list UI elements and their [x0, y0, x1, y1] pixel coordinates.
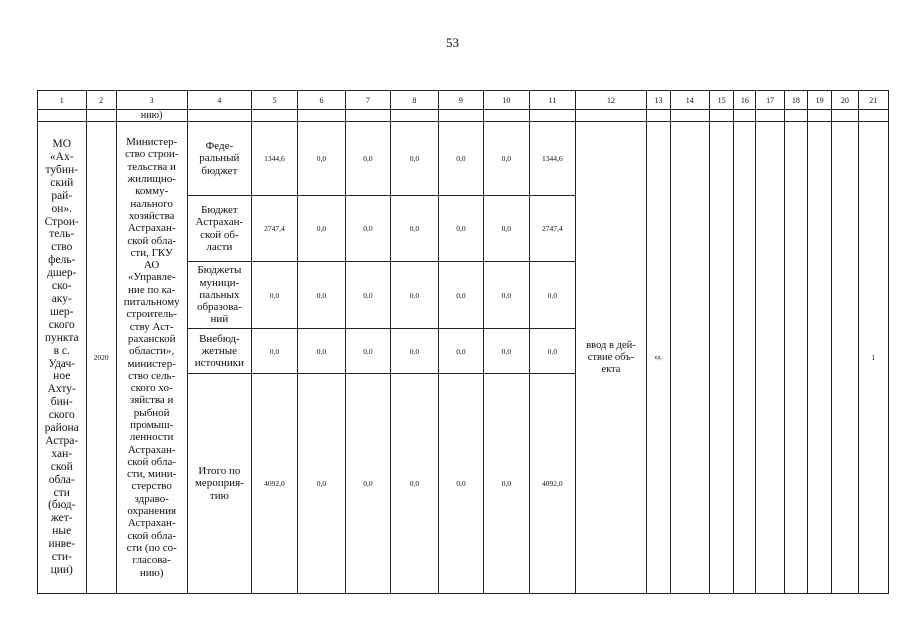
- value-cell: 0,0: [483, 196, 529, 262]
- value-cell: 0,0: [483, 374, 529, 594]
- column-header: 8: [390, 91, 439, 110]
- value-cell: 0,0: [483, 329, 529, 374]
- value-cell: 0,0: [297, 329, 346, 374]
- value-cell: 0,0: [252, 329, 297, 374]
- page-number: 53: [446, 35, 459, 50]
- column-header: 10: [483, 91, 529, 110]
- column-header: 3: [116, 91, 187, 110]
- funding-source: Внебюд- жетные источники: [187, 329, 252, 374]
- project-year: 2020: [86, 122, 116, 594]
- funding-source: Феде- ральный бюджет: [187, 122, 252, 196]
- value-cell: 2747,4: [252, 196, 297, 262]
- value-cell: 0,0: [297, 262, 346, 329]
- column-header: 5: [252, 91, 297, 110]
- column-header: 7: [346, 91, 390, 110]
- column-header: 9: [439, 91, 483, 110]
- value-cell: 0,0: [390, 329, 439, 374]
- column-header: 15: [709, 91, 733, 110]
- value-cell: 0,0: [390, 196, 439, 262]
- value-cell: 0,0: [390, 122, 439, 196]
- header-row: [38, 91, 889, 110]
- value-cell: 4092,0: [530, 374, 575, 594]
- column-header: 4: [187, 91, 252, 110]
- value-cell: 0,0: [439, 122, 483, 196]
- value-cell: 0,0: [346, 196, 390, 262]
- funding-source: Итого по мероприя- тию: [187, 374, 252, 594]
- column-header: 21: [858, 91, 889, 110]
- column-header: 14: [670, 91, 709, 110]
- value-cell: 0,0: [530, 329, 575, 374]
- value-cell: 0,0: [346, 374, 390, 594]
- result-indicator: ввод в дей- ствие объ- екта: [575, 122, 647, 594]
- value-cell: 0,0: [439, 329, 483, 374]
- column-header: 17: [756, 91, 784, 110]
- value-cell: 0,0: [439, 262, 483, 329]
- column-header: 11: [530, 91, 575, 110]
- funding-source: Бюджеты муници- пальных образова- ний: [187, 262, 252, 329]
- value-cell: 0,0: [252, 262, 297, 329]
- project-executor: Министер- ство строи- тельства и жилищно- комму- нального хозяйства Астрахан- ской обла- сти, ГКУ АО «Управле- ние по ка- питальному строитель- ству Аст- раханской области», министер- ство сель- ского хо- зяйства и рыбной промыш- ленности Астрахан- ской обла- сти, мини- стерство здраво- охранения Астрахан- ской обла- сти (по со- гласова- нию): [116, 122, 187, 594]
- continuation-text: нию): [116, 110, 187, 122]
- column-header: 12: [575, 91, 647, 110]
- value-cell: 0,0: [297, 122, 346, 196]
- value-cell: 0,0: [483, 122, 529, 196]
- value-cell: 4092,0: [252, 374, 297, 594]
- value-cell: 0,0: [439, 374, 483, 594]
- column-header: 16: [734, 91, 756, 110]
- unit-of-measure: ед.: [647, 122, 670, 594]
- column-header: 6: [297, 91, 346, 110]
- funding-source: Бюджет Астрахан- ской об- ласти: [187, 196, 252, 262]
- value-cell: 0,0: [346, 262, 390, 329]
- value-cell: 0,0: [297, 196, 346, 262]
- column-header: 19: [807, 91, 831, 110]
- column-header: 2: [86, 91, 116, 110]
- program-table: [37, 90, 889, 594]
- value-cell: 0,0: [483, 262, 529, 329]
- value-cell: 0,0: [346, 122, 390, 196]
- value-cell: 0,0: [346, 329, 390, 374]
- value-cell: 0,0: [530, 262, 575, 329]
- column-header: 20: [832, 91, 858, 110]
- column-header: 13: [647, 91, 670, 110]
- project-name: МО «Ах- тубин- ский рай- он». Строи- тель- ство фель- дшер- ско- аку- шер- ского пункта в с. Удач- ное Ахту- бин- ского района Астра- хан- ской обла- сти (бюд- жет- ные инве- сти- ции): [38, 122, 87, 594]
- value-cell: 2747,4: [530, 196, 575, 262]
- value-cell: 0,0: [390, 374, 439, 594]
- continuation-row: [38, 110, 889, 122]
- value-cell: 0,0: [297, 374, 346, 594]
- table-row: [38, 122, 889, 196]
- value-cell: 0,0: [390, 262, 439, 329]
- column-header: 18: [784, 91, 807, 110]
- value-cell: 0,0: [439, 196, 483, 262]
- value-cell: 1344,6: [252, 122, 297, 196]
- target-value: 1: [858, 122, 889, 594]
- value-cell: 1344,6: [530, 122, 575, 196]
- column-header: 1: [38, 91, 87, 110]
